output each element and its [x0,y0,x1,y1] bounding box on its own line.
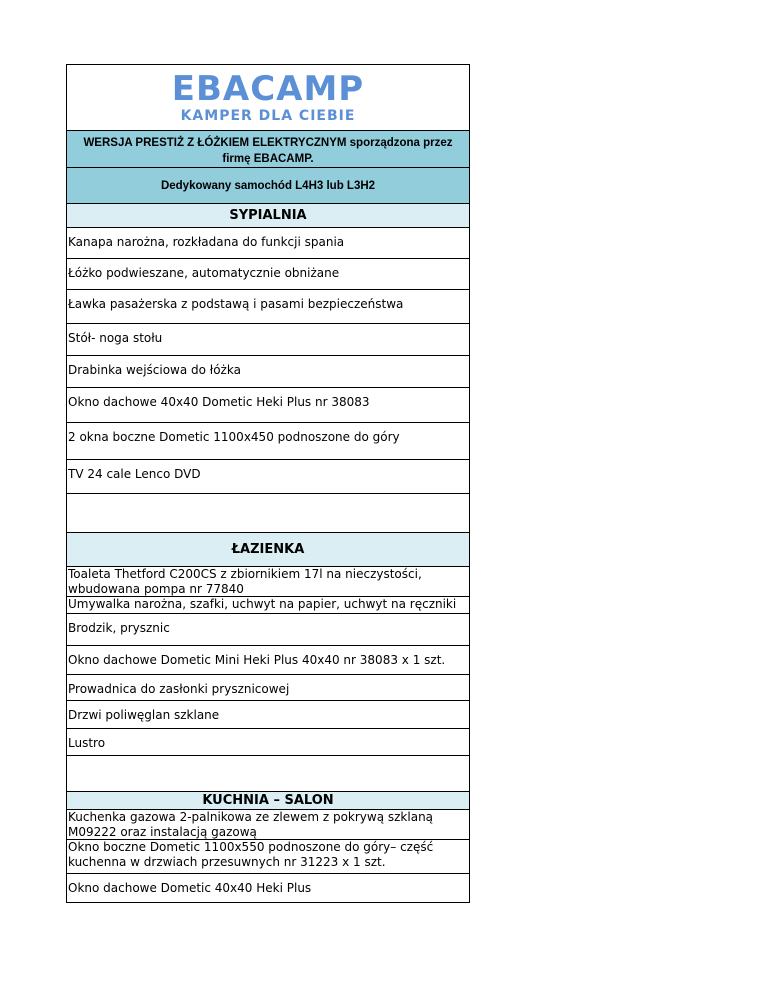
logo-row [67,65,469,131]
list-item: Prowadnica do zasłonki prysznicowej [67,675,469,701]
list-item: Drzwi poliwęglan szklane [67,701,469,729]
list-item: Brodzik, prysznic [67,614,469,646]
section-title-lazienka: ŁAZIENKA [67,533,469,567]
list-item: Okno dachowe 40x40 Dometic Heki Plus nr 38083 [67,388,469,423]
list-item: 2 okna boczne Dometic 1100x450 podnoszone do góry [67,423,469,460]
list-item: Lustro [67,729,469,756]
list-item: Okno boczne Dometic 1100x550 podnoszone do góry– część kuchenna w drzwiach przesuwnych nr 31223 x 1 szt. [67,840,469,874]
list-item: Toaleta Thetford C200CS z zbiornikiem 17l na nieczystości, wbudowana pompa nr 77840 [67,567,469,597]
list-item: Ławka pasażerska z podstawą i pasami bezpieczeństwa [67,290,469,324]
company-logo [67,71,469,125]
list-item: Stół- noga stołu [67,324,469,356]
list-item: Okno dachowe Dometic 40x40 Heki Plus [68,881,312,895]
list-item: TV 24 cale Lenco DVD [67,460,469,494]
section-title-sypialnia: SYPIALNIA [67,204,469,228]
equipment-table [66,64,470,903]
list-item: Kanapa narożna, rozkładana do funkcji spania [67,228,469,259]
section-title-kuchnia: KUCHNIA – SALON [67,792,469,810]
vehicle-header: Dedykowany samochód L4H3 lub L3H2 [67,168,469,204]
version-header: WERSJA PRESTIŻ Z ŁÓŻKIEM ELEKTRYCZNYM sporządzona przez firmę EBACAMP. [67,131,469,168]
empty-row [67,756,469,792]
list-item: Umywalka narożna, szafki, uchwyt na papier, uchwyt na ręczniki [67,597,469,614]
logo-tagline: KAMPER DLA CIEBIE [180,108,356,124]
logo-main-text: EBACAMP [171,69,365,109]
list-item: Kuchenka gazowa 2-palnikowa ze zlewem z pokrywą szklaną M09222 oraz instalacją gazową [67,810,469,840]
list-item: Łóżko podwieszane, automatycznie obniżane [67,259,469,290]
list-item: Drabinka wejściowa do łóżka [67,356,469,388]
list-item: Okno dachowe Dometic Mini Heki Plus 40x40 nr 38083 x 1 szt. [67,646,469,675]
empty-row [67,494,469,533]
